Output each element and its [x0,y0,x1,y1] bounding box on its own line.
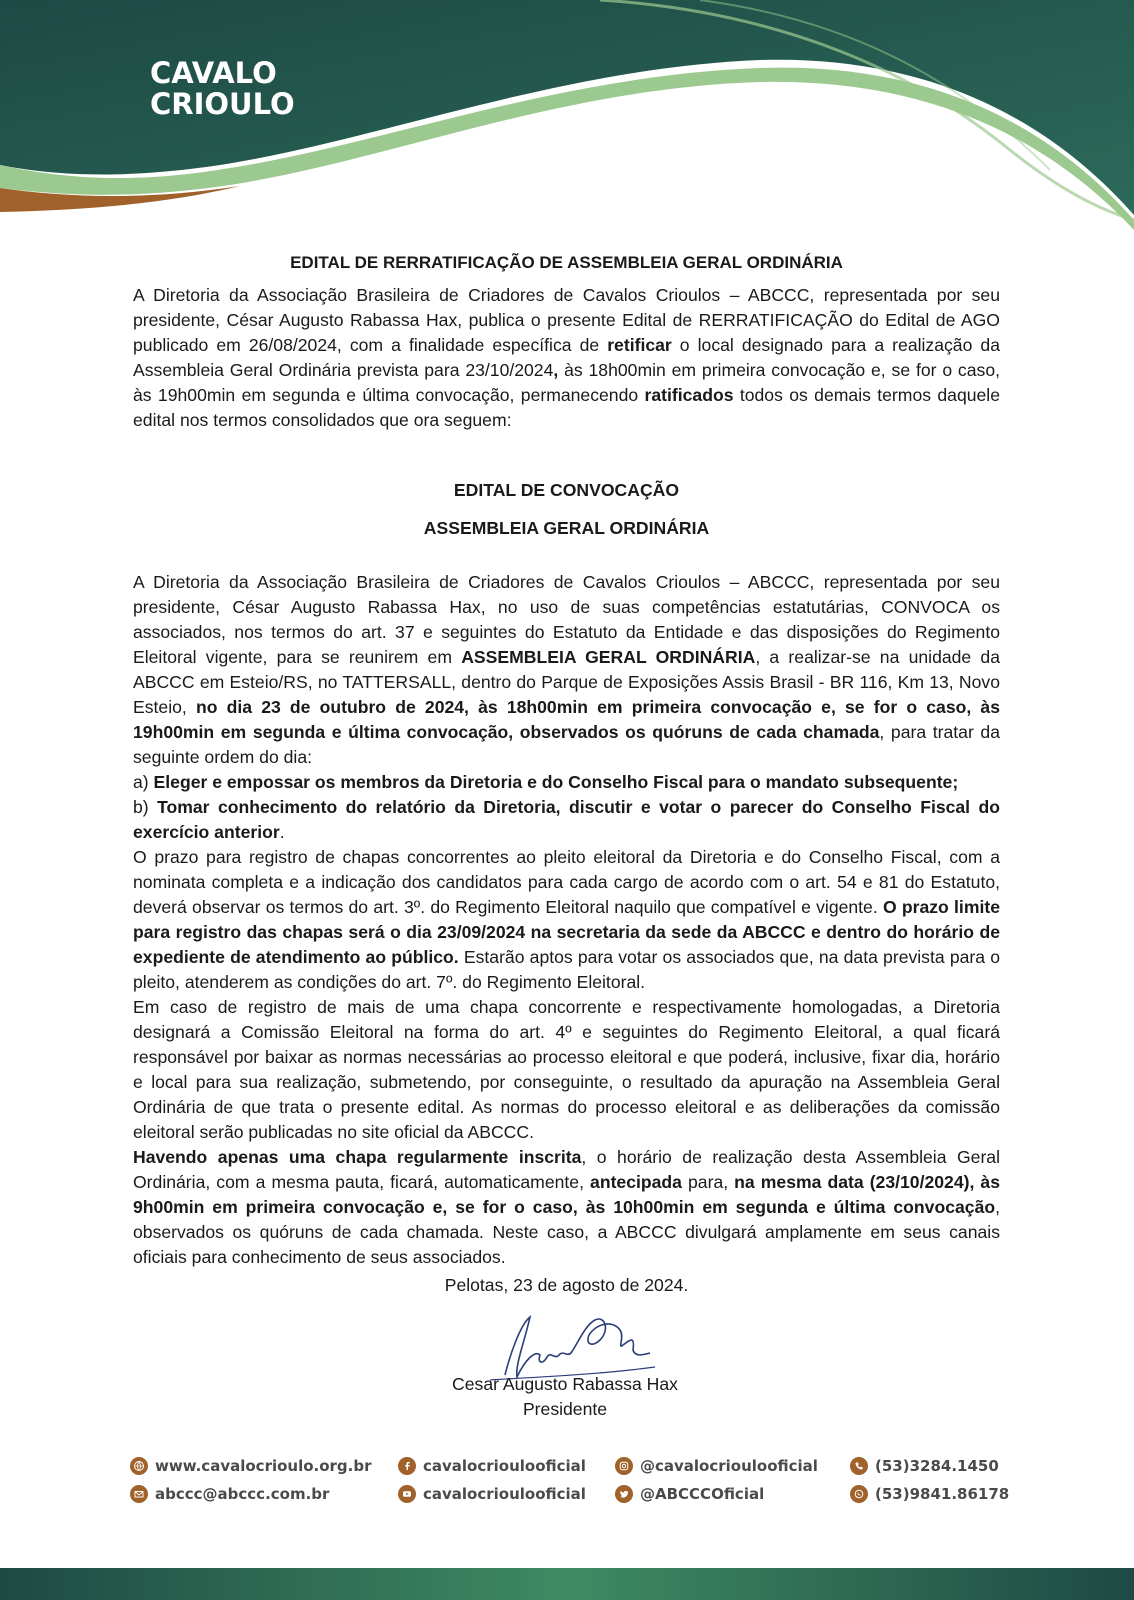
facebook-link[interactable] [398,1457,586,1475]
agenda-prefix: a) [133,772,154,792]
facebook-text: cavalocrioulooficial [423,1457,586,1475]
phone-link[interactable] [850,1457,999,1475]
instagram-link[interactable] [615,1457,818,1475]
youtube-link[interactable] [398,1485,586,1503]
youtube-icon [398,1485,416,1503]
intro-paragraph [133,283,1000,433]
single-slate-text: , observados os quóruns de cada chamada. Neste caso, a ABCCC divulgará amplamente em seus canais oficiais para conhecimento de seus associados. [133,1197,1000,1267]
instagram-text: @cavalocrioulooficial [640,1457,818,1475]
intro-bold: ratificados [644,385,734,405]
convocation-title: EDITAL DE CONVOCAÇÃO [453,480,680,500]
agenda-suffix: . [279,822,285,842]
whatsapp-link[interactable] [850,1485,1009,1503]
agenda-item-b [133,795,1000,845]
document-title: EDITAL DE RERRATIFICAÇÃO DE ASSEMBLEIA GERAL ORDINÁRIA [290,253,843,272]
phone-text: (53)3284.1450 [875,1457,999,1475]
convocation-bold: no dia 23 de outubro de 2024, às 18h00min em primeira convocação e, se for o caso, às 19h00min em segunda e última convocação, observados os quóruns de cada chamada [133,697,1000,742]
single-slate-bold: Havendo apenas uma chapa regularmente inscrita [133,1147,582,1167]
phone-icon [850,1457,868,1475]
single-slate-paragraph [133,1145,1000,1270]
whatsapp-text: (53)9841.86178 [875,1485,1010,1503]
footer-contacts [0,1455,1134,1525]
logo-line2: CRIOULO [150,87,295,121]
single-slate-text: para, [681,1172,735,1192]
footer-bar [0,1568,1134,1600]
document-body [133,250,1000,1298]
deadline-bold: O prazo limite para registro das chapas será o dia 23/09/2024 na secretaria da sede da ABCCC e dentro do horário de expediente de atendimento ao público. [133,897,1000,967]
convocation-paragraph [133,570,1000,770]
assembly-title: ASSEMBLEIA GERAL ORDINÁRIA [423,518,710,538]
signer-role: Presidente [522,1399,608,1419]
intro-text: todos os demais termos daquele edital nos termos consolidados que ora seguem: [133,385,1000,430]
twitter-link[interactable] [615,1485,764,1503]
agenda-text: Tomar conhecimento do relatório da Diretoria, discutir e votar o parecer do Conselho Fiscal do exercício anterior [133,797,1000,842]
email-text: abccc@abccc.com.br [155,1485,330,1503]
signature-block [440,1300,690,1422]
intro-text: A Diretoria da Associação Brasileira de Criadores de Cavalos Crioulos – ABCCC, representada por seu presidente, César Augusto Rabassa Hax, publica o presente Edital de RERRATIFICAÇÃO do Edital de AGO publicado em 26/08/2024, com a finalidade específica de [133,285,1000,355]
mail-icon [130,1485,148,1503]
agenda-text: Eleger e empossar os membros da Diretoria e do Conselho Fiscal para o mandato subsequente; [153,772,959,792]
twitter-icon [615,1485,633,1503]
convocation-text: A Diretoria da Associação Brasileira de Criadores de Cavalos Crioulos – ABCCC, representada por seu presidente, César Augusto Rabassa Hax, no uso de suas competências estatutárias, CONVOCA os associados, nos termos do art. 37 e seguintes do Estatuto da Entidade e das disposições do Regimento Eleitoral vigente, para se reunirem em [133,572,1000,667]
single-slate-bold: antecipada [590,1172,682,1192]
website-text: www.cavalocrioulo.org.br [155,1457,372,1475]
intro-bold: retificar [607,335,672,355]
commission-paragraph: Em caso de registro de mais de uma chapa concorrente e respectivamente homologadas, a Diretoria designará a Comissão Eleitoral na forma do art. 4º e seguintes do Regimento Eleitoral, a qual ficará responsável por baixar as normas necessárias ao processo eleitoral e que poderá, inclusive, fixar dia, horário e local para sua realização, submetendo, por conseguinte, o resultado da apuração na Assembleia Geral Ordinária de que trata o presente edital. As normas do processo eleitoral e as deliberações da comissão eleitoral serão publicadas no site oficial da ABCCC. [133,997,1000,1142]
brand-logo [150,58,295,120]
signer-name: Cesar Augusto Rabassa Hax [452,1374,678,1394]
agenda-item-a [133,770,1000,795]
convocation-text: , para tratar da seguinte ordem do dia: [133,722,1000,767]
deadline-paragraph [133,845,1000,995]
convocation-bold: ASSEMBLEIA GERAL ORDINÁRIA [461,647,756,667]
facebook-icon [398,1457,416,1475]
youtube-text: cavalocrioulooficial [423,1485,586,1503]
globe-icon [130,1457,148,1475]
intro-text: às 18h00min em primeira convocação e, se for o caso, às 19h00min em segunda e última convocação, permanecendo [133,360,1000,405]
logo-line1: CAVALO [150,56,277,90]
email-link[interactable] [130,1485,329,1503]
website-link[interactable] [130,1457,372,1475]
instagram-icon [615,1457,633,1475]
single-slate-bold: na mesma data (23/10/2024), às 9h00min em primeira convocação e, se for o caso, às 10h00min em segunda e última convocação [133,1172,1000,1217]
deadline-text: Estarão aptos para votar os associados que, na data prevista para o pleito, atenderem as condições do art. 7º. do Regimento Eleitoral. [133,947,1000,992]
intro-bold: , [553,360,559,380]
convocation-text: , a realizar-se na unidade da ABCCC em Esteio/RS, no TATTERSALL, dentro do Parque de Exposições Assis Brasil - BR 116, Km 13, Novo Esteio, [133,647,1000,717]
intro-text: o local designado para a realização da Assembleia Geral Ordinária prevista para 23/10/2024 [133,335,1000,380]
twitter-text: @ABCCCOficial [640,1485,765,1503]
place-date: Pelotas, 23 de agosto de 2024. [444,1275,689,1295]
single-slate-text: , o horário de realização desta Assembleia Geral Ordinária, com a mesma pauta, ficará, automaticamente, [133,1147,1000,1192]
whatsapp-icon [850,1485,868,1503]
agenda-prefix: b) [133,797,158,817]
deadline-text: O prazo para registro de chapas concorrentes ao pleito eleitoral da Diretoria e do Conselho Fiscal, com a nominata completa e a indicação dos candidatos para cada cargo de acordo com o art. 54 e 81 do Estatuto, deverá observar os termos do art. 3º. do Regimento Eleitoral naquilo que compatível e vigente. [133,847,1000,917]
